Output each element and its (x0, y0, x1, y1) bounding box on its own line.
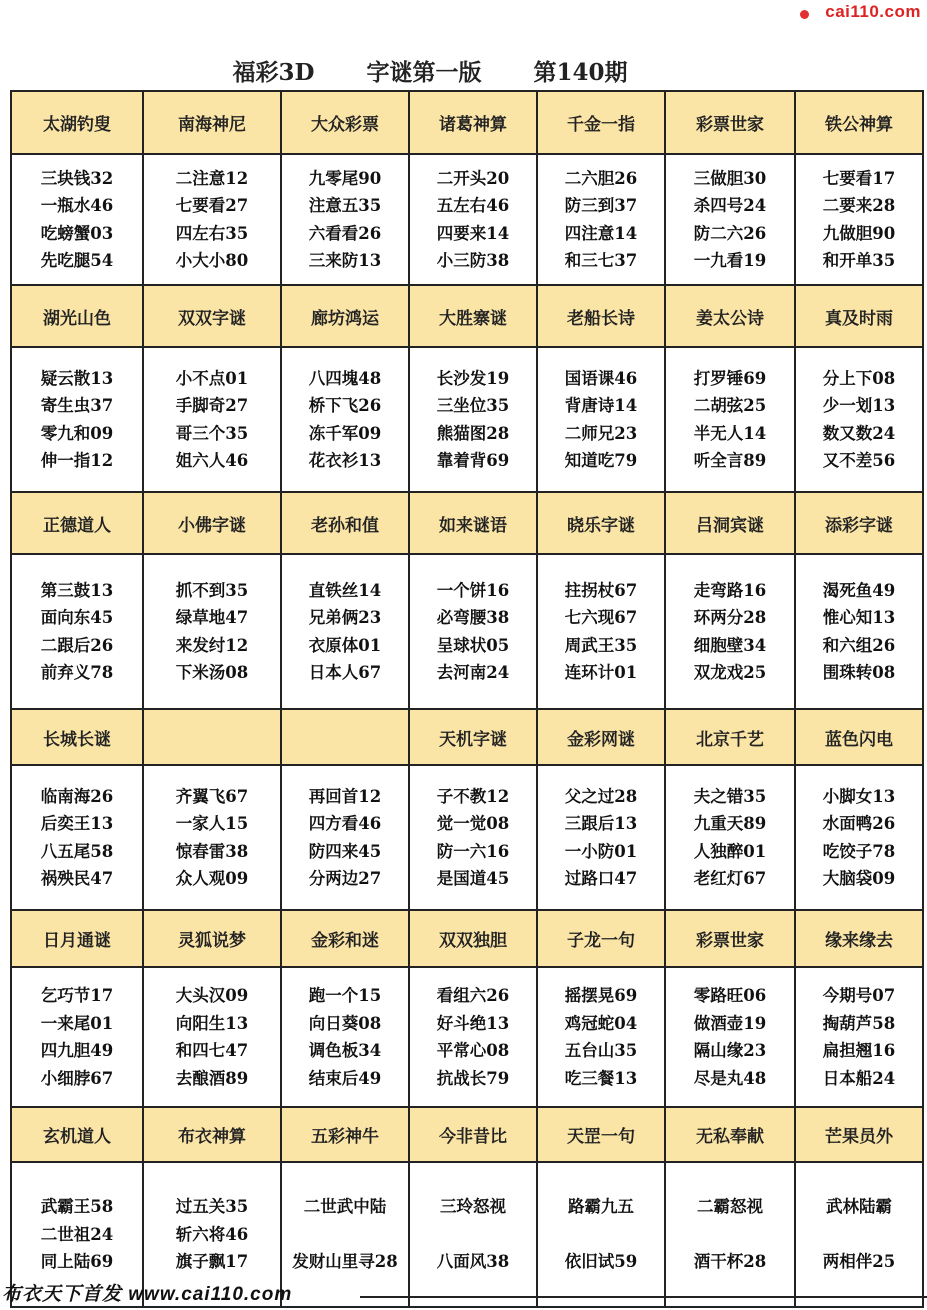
column-header (144, 710, 282, 766)
riddle-line: 一个饼16 (436, 580, 510, 600)
riddle-line: 八五尾58 (40, 841, 114, 861)
column-header: 长城长谜 (12, 710, 144, 766)
riddle-line: 六看看26 (308, 223, 382, 243)
column-header: 布衣神算 (144, 1108, 282, 1163)
riddle-line: 注意五35 (308, 196, 382, 215)
riddle-cell (282, 348, 410, 493)
riddle-cell (12, 968, 144, 1108)
column-header: 老船长诗 (538, 286, 666, 348)
riddle-line: 夫之错35 (693, 786, 767, 806)
riddle-line (598, 1221, 604, 1249)
riddle-line: 吃三餐13 (564, 1068, 638, 1088)
riddle-line: 围珠转08 (822, 663, 896, 682)
riddle-cell (144, 968, 282, 1108)
column-header: 芒果员外 (796, 1108, 924, 1163)
riddle-line: 平常心08 (436, 1041, 510, 1060)
riddle-line: 去河南24 (436, 663, 510, 682)
riddle-line: 分上下08 (822, 368, 896, 388)
riddle-cell (282, 766, 410, 911)
column-header: 金彩网谜 (538, 710, 666, 766)
footer-credit: 布衣天下首发 www.cai110.com (2, 1284, 293, 1305)
column-header: 天机字谜 (410, 710, 538, 766)
header-row (12, 710, 924, 766)
riddle-line: 熊猫图28 (436, 423, 510, 443)
column-header: 太湖钓叟 (12, 92, 144, 155)
column-header: 玄机道人 (12, 1108, 144, 1163)
riddle-line: 知道吃79 (564, 451, 638, 470)
riddle-line: 二六胆26 (564, 168, 638, 188)
column-header: 天罡一句 (538, 1108, 666, 1163)
riddle-line: 过五关35 (175, 1197, 249, 1217)
riddle-cell (12, 766, 144, 911)
riddle-line: 临南海26 (40, 786, 114, 806)
riddle-line: 零路旺06 (693, 986, 767, 1005)
riddle-line: 又不差56 (822, 451, 896, 470)
riddle-line: 防四来45 (308, 841, 382, 861)
riddle-line: 路霸九五 (568, 1197, 634, 1217)
riddle-cell (410, 155, 538, 286)
riddle-line: 小脚女13 (822, 786, 896, 806)
column-header: 大众彩票 (282, 92, 410, 155)
column-header: 双双独胆 (410, 911, 538, 968)
riddle-cell (410, 555, 538, 710)
riddle-line: 觉一觉08 (436, 814, 510, 833)
riddle-line: 手脚奇27 (175, 396, 249, 415)
riddle-line: 二开头20 (436, 168, 510, 188)
riddle-row (12, 348, 924, 493)
riddle-line: 吃螃蟹03 (40, 223, 114, 243)
riddle-cell (282, 1163, 410, 1308)
riddle-cell (796, 766, 924, 911)
riddle-line: 二霸怒视 (697, 1197, 763, 1217)
riddle-line: 防三到37 (564, 196, 638, 215)
riddle-line: 防一六16 (436, 841, 510, 861)
riddle-line: 桥下飞26 (308, 396, 382, 415)
column-header: 今非昔比 (410, 1108, 538, 1163)
riddle-line: 先吃腿54 (40, 251, 114, 270)
riddle-line: 一来尾01 (40, 1013, 114, 1033)
riddle-cell (666, 766, 796, 911)
riddle-line: 来发纣12 (175, 635, 249, 655)
riddle-line (342, 1221, 348, 1249)
riddle-line: 武霸王58 (40, 1197, 114, 1217)
riddle-cell (410, 348, 538, 493)
riddle-line: 呈球状05 (436, 635, 510, 655)
riddle-row (12, 155, 924, 286)
column-header: 灵狐说梦 (144, 911, 282, 968)
riddle-cell (666, 348, 796, 493)
riddle-line: 面向东45 (40, 608, 114, 627)
riddle-line: 四左右35 (175, 223, 249, 243)
riddle-line: 七六现67 (564, 608, 638, 627)
header-row (12, 92, 924, 155)
column-header: 日月通谜 (12, 911, 144, 968)
riddle-cell (666, 1163, 796, 1308)
riddle-line: 吃饺子78 (822, 841, 896, 861)
riddle-line: 细胞壁34 (693, 635, 767, 655)
riddle-line: 小大小80 (175, 251, 249, 270)
column-header: 真及时雨 (796, 286, 924, 348)
riddle-line: 环两分28 (693, 608, 767, 627)
riddle-line: 衣原体01 (308, 635, 382, 655)
riddle-cell (796, 348, 924, 493)
riddle-line: 发财山里寻28 (292, 1252, 398, 1272)
column-header: 彩票世家 (666, 911, 796, 968)
riddle-line: 惊春雷38 (175, 841, 249, 861)
riddle-line: 是国道45 (436, 869, 510, 888)
riddle-table (10, 90, 924, 1308)
riddle-row (12, 766, 924, 911)
riddle-line: 五左右46 (436, 196, 510, 215)
riddle-line: 众人观09 (175, 869, 249, 888)
riddle-line: 鸡冠蛇04 (564, 1013, 638, 1033)
riddle-line: 前弃义78 (40, 663, 114, 682)
riddle-line: 父之过28 (564, 786, 638, 806)
column-header: 千金一指 (538, 92, 666, 155)
riddle-line: 和四七47 (175, 1041, 249, 1060)
column-header: 蓝色闪电 (796, 710, 924, 766)
riddle-line: 二师兄23 (564, 423, 638, 443)
riddle-line: 过路口47 (564, 869, 638, 888)
column-header: 大胜寨谜 (410, 286, 538, 348)
riddle-line: 姐六人46 (175, 451, 249, 470)
riddle-cell (796, 968, 924, 1108)
riddle-line: 今期号07 (822, 986, 896, 1005)
column-header: 晓乐字谜 (538, 493, 666, 555)
riddle-cell (796, 1163, 924, 1308)
header-row (12, 1108, 924, 1163)
riddle-line: 依旧试59 (564, 1252, 638, 1272)
riddle-cell (538, 348, 666, 493)
riddle-line: 数又数24 (822, 423, 896, 443)
riddle-line: 和开单35 (822, 251, 896, 270)
column-header: 姜太公诗 (666, 286, 796, 348)
riddle-line: 人独醉01 (693, 841, 767, 861)
footer-divider (360, 1296, 927, 1298)
riddle-line: 双龙戏25 (693, 663, 767, 682)
riddle-line: 斩六将46 (175, 1224, 249, 1244)
riddle-cell (666, 968, 796, 1108)
riddle-line: 四注意14 (564, 223, 638, 243)
column-header: 小佛字谜 (144, 493, 282, 555)
riddle-cell (666, 155, 796, 286)
riddle-line: 八面风38 (436, 1252, 510, 1272)
riddle-line: 小不点01 (175, 368, 249, 388)
riddle-line: 必弯腰38 (436, 608, 510, 627)
riddle-line: 齐翼飞67 (175, 786, 249, 806)
title-issue: 第140期 (533, 59, 628, 86)
riddle-cell (12, 155, 144, 286)
riddle-line: 一家人15 (175, 814, 249, 833)
riddle-line: 八四塊48 (308, 368, 382, 388)
riddle-line: 扁担翘16 (822, 1041, 896, 1060)
riddle-line: 周武王35 (564, 635, 638, 655)
column-header: 缘来缘去 (796, 911, 924, 968)
riddle-cell (538, 555, 666, 710)
riddle-line: 大头汉09 (175, 986, 249, 1005)
riddle-line: 七要看17 (822, 168, 896, 188)
riddle-line: 少一划13 (822, 396, 896, 415)
riddle-line: 连环计01 (564, 663, 638, 682)
riddle-line: 隔山缘23 (693, 1041, 767, 1060)
riddle-line: 半无人14 (693, 423, 767, 443)
riddle-cell (538, 766, 666, 911)
riddle-line (856, 1221, 862, 1249)
riddle-line (727, 1221, 733, 1249)
column-header: 老孙和值 (282, 493, 410, 555)
riddle-line: 去酿酒89 (175, 1068, 249, 1088)
riddle-line: 直铁丝14 (308, 580, 382, 600)
riddle-line: 二跟后26 (40, 635, 114, 655)
riddle-cell (410, 1163, 538, 1308)
riddle-cell (12, 555, 144, 710)
riddle-line (470, 1221, 476, 1249)
riddle-line: 杀四号24 (693, 196, 767, 215)
riddle-line: 再回首12 (308, 786, 382, 806)
riddle-line: 二要来28 (822, 196, 896, 215)
riddle-line: 寄生虫37 (40, 396, 114, 415)
column-header: 廊坊鸿运 (282, 286, 410, 348)
riddle-line: 子不教12 (436, 786, 510, 806)
riddle-cell (538, 155, 666, 286)
riddle-line: 抓不到35 (175, 580, 249, 600)
riddle-line: 长沙发19 (436, 368, 510, 388)
riddle-line: 做酒壶19 (693, 1013, 767, 1033)
riddle-line: 一九看19 (693, 251, 767, 270)
riddle-cell (144, 155, 282, 286)
riddle-cell (282, 155, 410, 286)
riddle-line: 九做胆90 (822, 223, 896, 243)
riddle-line: 第三鼓13 (40, 580, 114, 600)
riddle-line: 酒干杯28 (693, 1252, 767, 1272)
column-header: 如来谜语 (410, 493, 538, 555)
riddle-line: 武林陆霸 (826, 1197, 892, 1217)
riddle-line: 惟心知13 (822, 608, 896, 627)
column-header: 正德道人 (12, 493, 144, 555)
riddle-line: 拄拐杖67 (564, 580, 638, 600)
header-row (12, 911, 924, 968)
riddle-line: 听全言89 (693, 451, 767, 470)
riddle-cell (538, 968, 666, 1108)
riddle-line: 靠着背69 (436, 451, 510, 470)
riddle-cell (144, 348, 282, 493)
riddle-line: 零九和09 (40, 423, 114, 443)
riddle-cell (666, 555, 796, 710)
riddle-line: 九重天89 (693, 814, 767, 833)
riddle-line: 分两边27 (308, 869, 382, 888)
riddle-line: 和六组26 (822, 635, 896, 655)
riddle-cell (144, 555, 282, 710)
riddle-line: 四要来14 (436, 223, 510, 243)
riddle-line: 看组六26 (436, 986, 510, 1005)
riddle-line: 三来防13 (308, 251, 382, 270)
riddle-line: 后奕王13 (40, 814, 114, 833)
riddle-cell (12, 348, 144, 493)
riddle-line: 两相伴25 (822, 1252, 896, 1272)
title-lottery: 福彩3D (232, 59, 315, 86)
riddle-line: 日本人67 (308, 663, 382, 682)
riddle-line: 四方看46 (308, 814, 382, 833)
column-header: 子龙一句 (538, 911, 666, 968)
riddle-line: 冻千军09 (308, 423, 382, 443)
riddle-cell (796, 555, 924, 710)
riddle-line: 日本船24 (822, 1068, 896, 1088)
riddle-line: 二注意12 (175, 168, 249, 188)
column-header: 诸葛神算 (410, 92, 538, 155)
column-header: 吕洞宾谜 (666, 493, 796, 555)
riddle-line: 四九胆49 (40, 1041, 114, 1060)
riddle-line: 三玲怒视 (440, 1197, 506, 1217)
riddle-line: 和三七37 (564, 251, 638, 270)
riddle-line: 伸一指12 (40, 451, 114, 470)
riddle-line: 二世武中陆 (303, 1197, 387, 1217)
column-header: 北京千艺 (666, 710, 796, 766)
riddle-cell (410, 766, 538, 911)
riddle-line: 三跟后13 (564, 814, 638, 833)
riddle-line: 尽是丸48 (693, 1068, 767, 1088)
riddle-line: 结束后49 (308, 1068, 382, 1088)
riddle-line: 掏葫芦58 (822, 1013, 896, 1033)
riddle-line: 渴死鱼49 (822, 580, 896, 600)
column-header: 南海神尼 (144, 92, 282, 155)
riddle-line: 调色板34 (308, 1041, 382, 1060)
riddle-line: 祸殃民47 (40, 869, 114, 888)
column-header: 双双字谜 (144, 286, 282, 348)
riddle-line: 花衣衫13 (308, 451, 382, 470)
riddle-line: 三块钱32 (40, 168, 114, 188)
column-header: 无私奉献 (666, 1108, 796, 1163)
riddle-cell (538, 1163, 666, 1308)
logo-dot-icon (800, 10, 809, 19)
riddle-line: 疑云散13 (40, 368, 114, 388)
riddle-line: 绿草地47 (175, 608, 249, 627)
riddle-line: 水面鸭26 (822, 814, 896, 833)
riddle-line: 老红灯67 (693, 869, 767, 888)
riddle-line: 抗战长79 (436, 1068, 510, 1088)
riddle-line: 小细脖67 (40, 1068, 114, 1088)
column-header: 金彩和迷 (282, 911, 410, 968)
riddle-line: 一小防01 (564, 841, 638, 861)
riddle-cell (144, 766, 282, 911)
riddle-line: 五台山35 (564, 1041, 638, 1060)
header-row (12, 286, 924, 348)
riddle-line: 旗子飘17 (175, 1252, 249, 1272)
column-header: 铁公神算 (796, 92, 924, 155)
column-header: 添彩字谜 (796, 493, 924, 555)
riddle-line: 三做胆30 (693, 168, 767, 188)
riddle-cell (796, 155, 924, 286)
riddle-line: 打罗锤69 (693, 368, 767, 388)
riddle-line: 向日葵08 (308, 1013, 382, 1033)
riddle-row (12, 555, 924, 710)
riddle-line: 好斗绝13 (436, 1013, 510, 1033)
riddle-line: 一瓶水46 (40, 196, 114, 215)
riddle-line: 二胡弦25 (693, 396, 767, 415)
riddle-line: 三坐位35 (436, 396, 510, 415)
riddle-line: 走弯路16 (693, 580, 767, 600)
riddle-line: 同上陆69 (40, 1252, 114, 1272)
riddle-line: 背唐诗14 (564, 396, 638, 415)
riddle-line: 防二六26 (693, 223, 767, 243)
riddle-line: 乞巧节17 (40, 986, 114, 1005)
column-header (282, 710, 410, 766)
site-watermark: cai110.com (825, 2, 921, 21)
riddle-line: 下米汤08 (175, 663, 249, 682)
riddle-row (12, 968, 924, 1108)
riddle-line: 国语课46 (564, 368, 638, 388)
riddle-cell (410, 968, 538, 1108)
column-header: 湖光山色 (12, 286, 144, 348)
riddle-cell (282, 968, 410, 1108)
riddle-cell (282, 555, 410, 710)
riddle-line: 跑一个15 (308, 986, 382, 1005)
page-title (0, 54, 860, 87)
title-edition: 字谜第一版 (366, 59, 482, 86)
riddle-line: 向阳生13 (175, 1013, 249, 1033)
riddle-line: 七要看27 (175, 196, 249, 215)
riddle-line: 大脑袋09 (822, 869, 896, 888)
column-header: 彩票世家 (666, 92, 796, 155)
riddle-line: 九零尾90 (308, 168, 382, 188)
riddle-line: 哥三个35 (175, 423, 249, 443)
riddle-line: 小三防38 (436, 251, 510, 270)
column-header: 五彩神牛 (282, 1108, 410, 1163)
riddle-line: 二世祖24 (40, 1224, 114, 1244)
riddle-line: 摇摆晃69 (564, 986, 638, 1005)
riddle-line: 兄弟俩23 (308, 608, 382, 627)
header-row (12, 493, 924, 555)
